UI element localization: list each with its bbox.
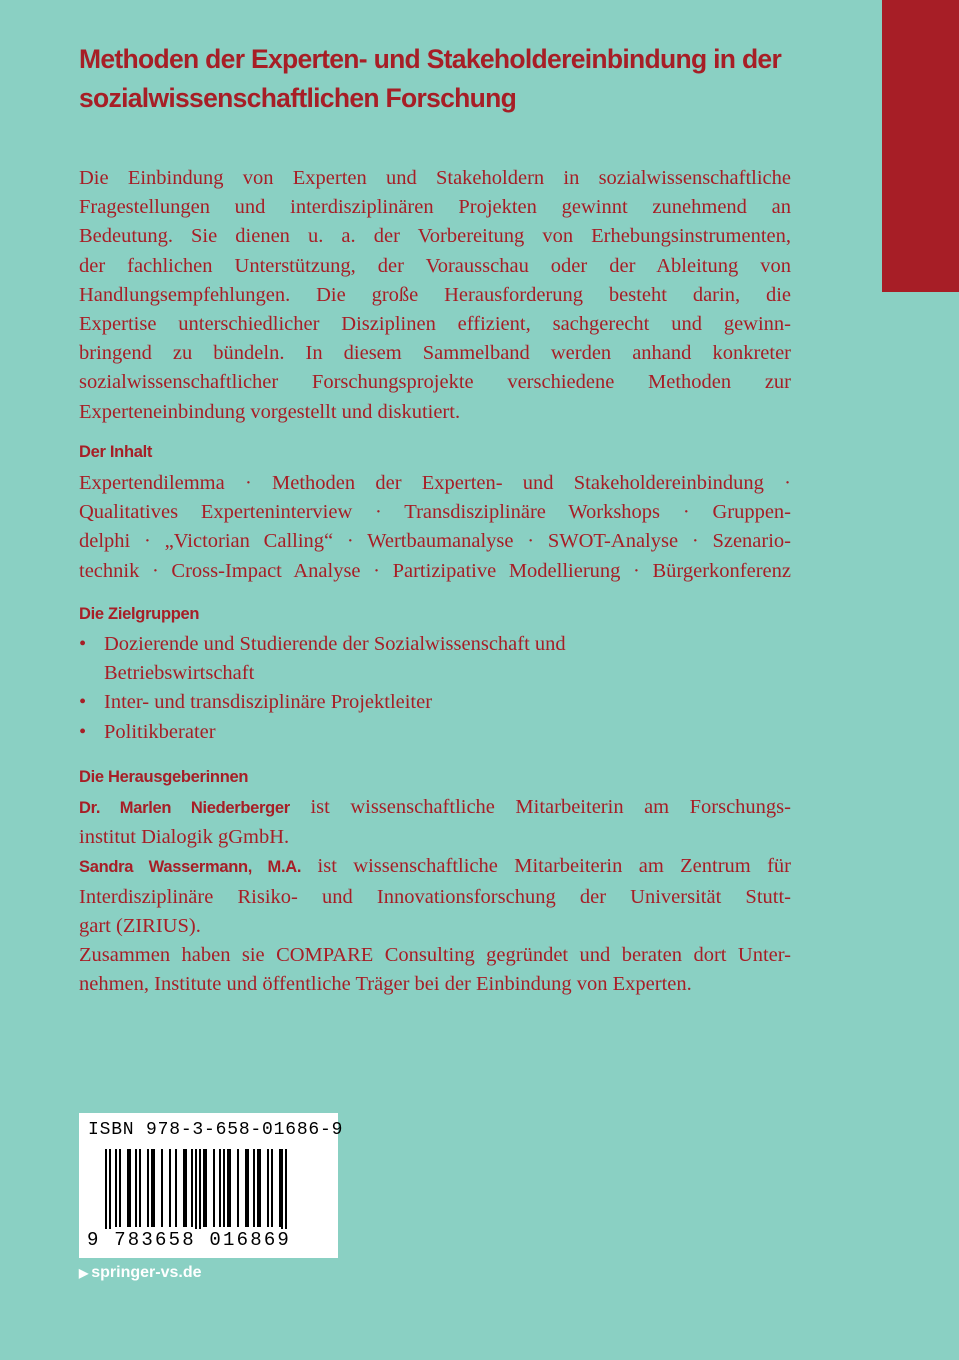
- editors-together-line: Zusammen haben sie COMPARE Consulting gegründet und beraten dort Unter-: [79, 944, 791, 967]
- barcode-bar: [199, 1149, 201, 1239]
- intro-line: Experteneinbindung vorgestellt und diskutiert.: [79, 400, 461, 423]
- bullet-icon: •: [79, 720, 87, 743]
- list-item: [79, 718, 791, 747]
- barcode-bar: [223, 1149, 225, 1227]
- barcode-bar: [183, 1149, 187, 1227]
- intro-line: Bedeutung. Sie dienen u. a. der Vorbereitung von Erhebungsinstrumenten,: [79, 225, 791, 248]
- list-item-text: Inter- und transdisziplinäre Projektleiter: [104, 691, 433, 714]
- red-corner-tab: [882, 0, 959, 292]
- intro-line: Fragestellungen und interdisziplinären Projekten gewinnt zunehmend an: [79, 196, 791, 219]
- editor-line: Interdisziplinäre Risiko- und Innovationsforschung der Universität Stutt-: [79, 885, 791, 908]
- list-item-text: Betriebswirtschaft: [104, 662, 255, 685]
- content-list: [79, 469, 791, 586]
- editor-line: institut Dialogik gGmbH.: [79, 826, 290, 849]
- bullet-icon: •: [79, 633, 87, 655]
- barcode-bar: [105, 1149, 107, 1239]
- barcode-bar: [257, 1149, 261, 1227]
- editors-section: [79, 793, 791, 999]
- editor-line: [79, 852, 791, 882]
- bullet-icon: •: [79, 691, 87, 714]
- barcode-bar: [127, 1149, 131, 1227]
- intro-paragraph: [79, 164, 791, 427]
- barcode-bar: [203, 1149, 207, 1227]
- barcode-bar: [281, 1149, 283, 1239]
- isbn-barcode-box: [79, 1113, 344, 1258]
- barcode-bar: [119, 1149, 121, 1227]
- barcode-bar: [267, 1149, 269, 1227]
- intro-line: Expertise unterschiedlicher Disziplinen effizient, sachgerecht und gewinn-: [79, 313, 791, 336]
- ean-digits: 9 783658 016869: [87, 1229, 292, 1251]
- editors-together-line: nehmen, Institute und öffentliche Träger bei der Einbindung von Experten.: [79, 973, 692, 996]
- play-triangle-icon: ▶: [79, 1266, 89, 1280]
- list-item: [79, 688, 791, 717]
- website-link[interactable]: [79, 1262, 202, 1284]
- barcode-bar: [237, 1149, 239, 1227]
- list-item-text: Politikberater: [104, 720, 216, 743]
- barcode-bar: [135, 1149, 137, 1227]
- barcode-bar: [147, 1149, 149, 1227]
- content-heading: Der Inhalt: [79, 443, 153, 461]
- editor-line: gart (ZIRIUS).: [79, 914, 201, 937]
- list-item: [79, 630, 791, 688]
- intro-line: Die Einbindung von Experten und Stakeholdern in sozialwissenschaftliche: [79, 167, 791, 189]
- barcode-bar: [109, 1149, 111, 1239]
- barcode-bar: [279, 1149, 281, 1227]
- content-line: delphi · „Victorian Calling“ · Wertbaumanalyse · SWOT-Analyse · Szenario-: [79, 530, 791, 553]
- barcode-bar: [139, 1149, 141, 1227]
- title-line: sozialwissenschaftlichen Forschung: [79, 83, 517, 113]
- barcode-bar: [195, 1149, 197, 1239]
- content-line: Expertendilemma · Methoden der Experten- und Stakeholdereinbindung ·: [79, 472, 791, 494]
- barcode-bar: [115, 1149, 117, 1227]
- barcode-bar: [169, 1149, 171, 1227]
- barcode-bar: [271, 1149, 273, 1227]
- list-item-text: Dozierende und Studierende der Sozialwissenschaft und: [104, 633, 566, 655]
- isbn-label: ISBN 978-3-658-01686-9: [88, 1120, 344, 1140]
- editors-heading: Die Herausgeberinnen: [79, 768, 249, 786]
- barcode-bar: [213, 1149, 215, 1227]
- barcode-bar: [151, 1149, 155, 1227]
- barcode-bar: [219, 1149, 221, 1227]
- barcode-bar: [191, 1149, 193, 1227]
- barcode-bar: [227, 1149, 231, 1227]
- content-line: technik · Cross-Impact Analyse · Partizipative Modellierung · Bürgerkonferenz: [79, 559, 791, 582]
- editor-name: Dr. Marlen Niederberger: [79, 799, 290, 817]
- title-line: Methoden der Experten- und Stakeholdereinbindung in der: [79, 44, 782, 74]
- website-text: springer-vs.de: [91, 1264, 202, 1281]
- intro-line: sozialwissenschaftlicher Forschungsprojekte verschiedene Methoden zur: [79, 371, 791, 394]
- book-title: [79, 40, 869, 118]
- intro-line: der fachlichen Unterstützung, der Vorausschau oder der Ableitung von: [79, 254, 791, 277]
- content-line: Qualitatives Experteninterview · Transdisziplinäre Workshops · Gruppen-: [79, 501, 791, 524]
- barcode-bar: [245, 1149, 249, 1227]
- intro-line: Handlungsempfehlungen. Die große Herausforderung besteht darin, die: [79, 283, 791, 306]
- editor-name: Sandra Wassermann, M.A.: [79, 858, 302, 877]
- barcode-bar: [285, 1149, 287, 1239]
- editor-line: [79, 793, 791, 823]
- editor-text: ist wissenschaftliche Mitarbeiterin am Zentrum für: [301, 855, 791, 878]
- barcode-bar: [161, 1149, 163, 1227]
- editor-text: ist wissenschaftliche Mitarbeiterin am Forschungs-: [289, 796, 791, 818]
- audience-heading: Die Zielgruppen: [79, 605, 200, 623]
- intro-line: bringend zu bündeln. In diesem Sammelband werden anhand konkreter: [79, 342, 791, 365]
- barcode-bar: [175, 1149, 177, 1227]
- barcode-bar: [253, 1149, 255, 1227]
- audience-list: [79, 630, 791, 747]
